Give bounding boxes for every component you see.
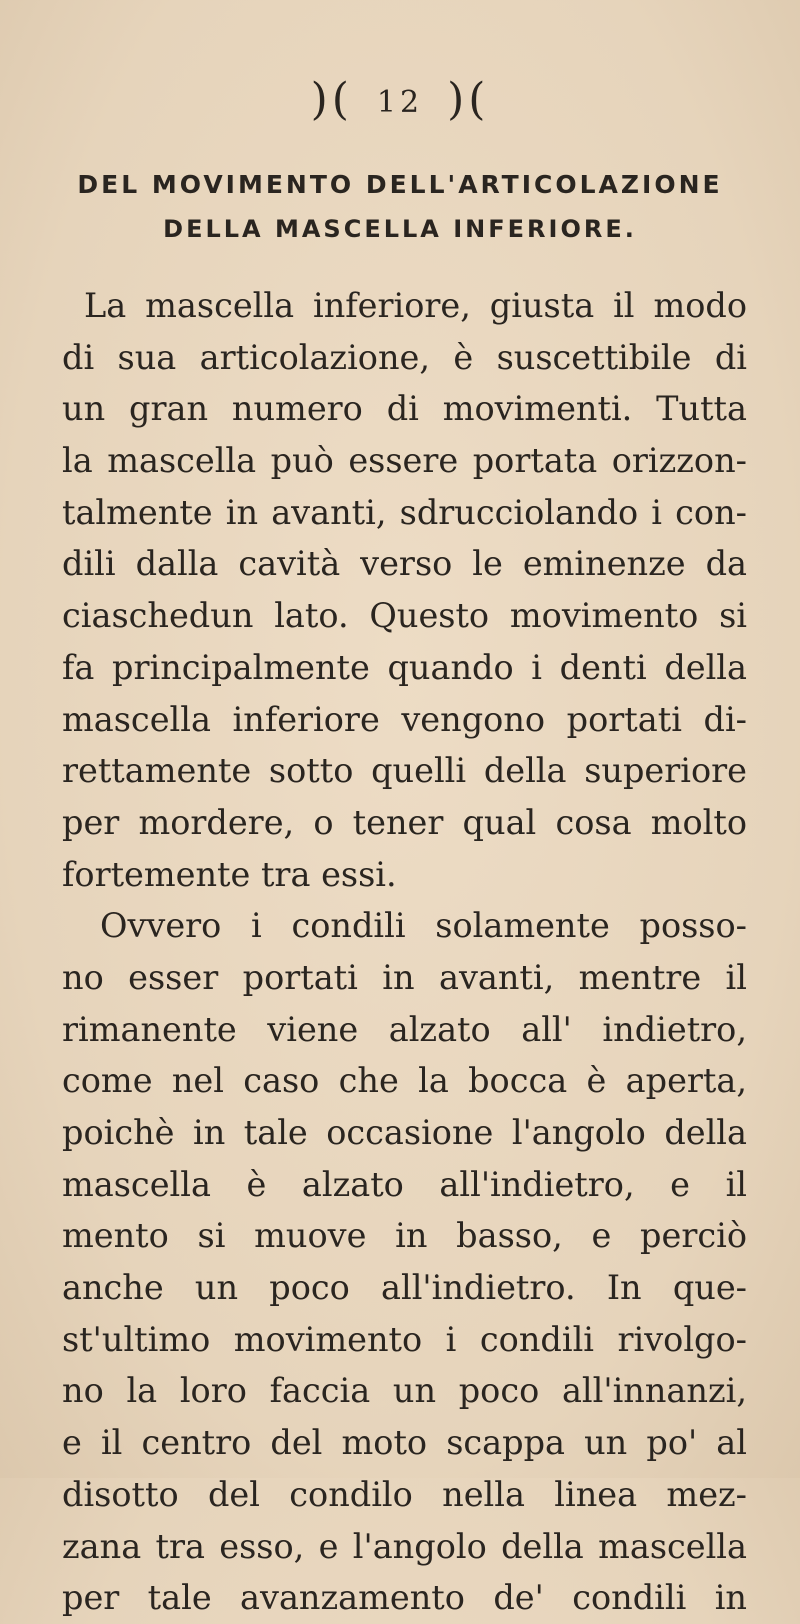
text-line: no la loro faccia un poco all'innanzi, <box>62 1371 747 1411</box>
chapter-title-line-2: DELLA MASCELLA INFERIORE. <box>163 215 637 243</box>
text-line: per tale avanzamento de' condili in <box>62 1578 747 1618</box>
text-line: di sua articolazione, è suscettibile di <box>62 337 747 377</box>
body-text <box>62 280 747 1624</box>
text-line: dili dalla cavità verso le eminenze da <box>62 544 747 584</box>
right-ornament: )( <box>447 74 490 125</box>
page-number: 12 <box>376 84 424 120</box>
text-line: zana tra esso, e l'angolo della mascella <box>62 1526 747 1566</box>
text-line: no esser portati in avanti, mentre il <box>62 957 747 997</box>
text-line: mascella inferiore vengono portati di- <box>62 699 747 739</box>
text-line: ciaschedun lato. Questo movimento si <box>62 596 747 636</box>
text-line: fa principalmente quando i denti della <box>62 647 747 687</box>
text-line: st'ultimo movimento i condili rivolgo- <box>62 1319 747 1359</box>
text-line: rettamente sotto quelli della superiore <box>62 751 747 791</box>
text-line: come nel caso che la bocca è aperta, <box>62 1061 747 1101</box>
text-line: disotto del condilo nella linea mez- <box>62 1474 747 1514</box>
text-line: fortemente tra essi. <box>62 854 397 894</box>
text-line: e il centro del moto scappa un po' al <box>62 1423 747 1463</box>
text-line: poichè in tale occasione l'angolo della <box>62 1113 747 1152</box>
chapter-title-line-1: DEL MOVIMENTO DELL'ARTICOLAZIONE <box>77 170 723 199</box>
text-line: un gran numero di movimenti. Tutta <box>62 389 747 429</box>
text-line: per mordere, o tener qual cosa molto <box>62 802 747 842</box>
running-header <box>0 70 800 133</box>
text-line: rimanente viene alzato all' indietro, <box>62 1009 747 1049</box>
text-line: la mascella può essere portata orizzon- <box>62 441 747 481</box>
left-ornament: )( <box>310 74 353 125</box>
text-line: La mascella inferiore, giusta il modo <box>84 286 747 325</box>
text-line: mento si muove in basso, e perciò <box>62 1216 747 1256</box>
text-line: talmente in avanti, sdrucciolando i con- <box>62 492 747 532</box>
text-line: anche un poco all'indietro. In que- <box>62 1268 747 1308</box>
text-line: mascella è alzato all'indietro, e il <box>62 1164 747 1204</box>
text-line: Ovvero i condili solamente posso- <box>100 906 747 946</box>
